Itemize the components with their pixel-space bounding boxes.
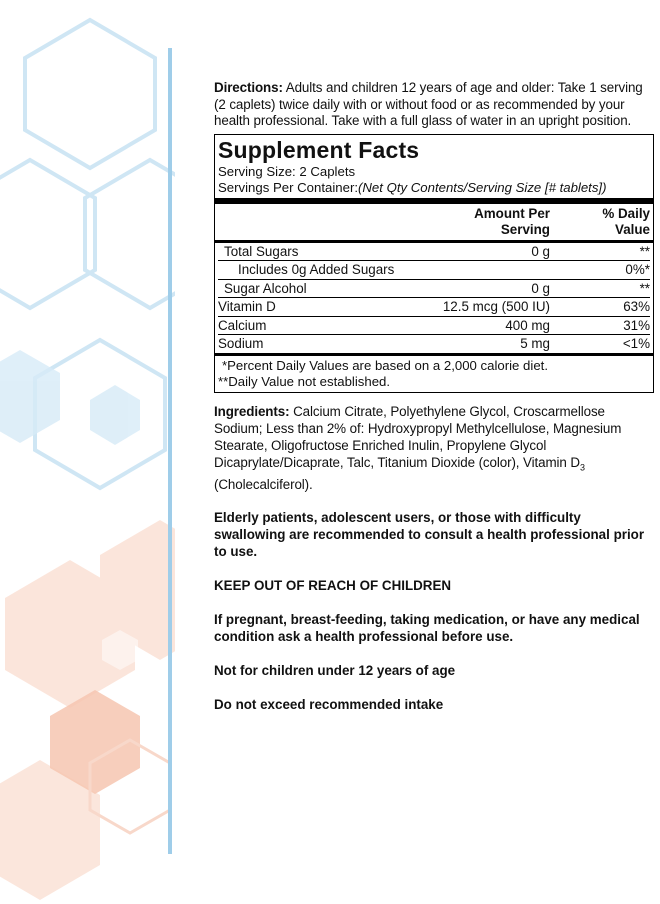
- nutrient-dv: 31%: [623, 317, 650, 333]
- facts-footnotes: [218, 356, 650, 391]
- dv-header-line2: Value: [615, 221, 650, 237]
- footnote-daily-values: *Percent Daily Values are based on a 2,000 calorie diet.: [222, 357, 548, 373]
- nutrient-name: Vitamin D: [218, 299, 276, 314]
- nutrient-name: Calcium: [218, 317, 267, 333]
- amount-per-serving-header: [415, 206, 550, 238]
- amount-header-line2: Serving: [500, 221, 550, 237]
- table-row: [218, 280, 650, 299]
- ingredients-paragraph: [214, 403, 654, 494]
- directions-paragraph: [214, 80, 654, 130]
- pregnancy-warning: If pregnant, breast-feeding, taking medication, or have any medical condition ask a health professional before use.: [214, 612, 640, 645]
- nutrient-dv: <1%: [622, 336, 650, 351]
- serving-size: Serving Size: 2 Caplets: [218, 163, 356, 179]
- nutrient-name: Sugar Alcohol: [224, 280, 307, 296]
- ingredients-text: Calcium Citrate, Polyethylene Glycol, Croscarmellose Sodium; Less than 2% of: Hydroxypropyl Methylcellulose, Magnesium Stearate, Oligofructose Enriched Inulin, Propylene Glycol Dicaprylate/Dicaprate, Talc, Titanium Dioxide (color), Vitamin D: [214, 403, 622, 470]
- servings-value: (Net Qty Contents/Serving Size [# tablets]): [358, 179, 607, 195]
- footnote-not-established: **Daily Value not established.: [218, 373, 391, 389]
- supplement-facts-title: Supplement Facts: [218, 136, 420, 163]
- ingredients-text-end: (Cholecalciferol).: [214, 477, 313, 493]
- nutrient-dv: 0%*: [625, 262, 650, 277]
- ingredients-subscript: 3: [579, 462, 585, 473]
- directions-text: Adults and children 12 years of age and older: Take 1 serving (2 caplets) twice daily with or without food or as recommended by your health professional. Take with a full glass of water in an upright position.: [214, 80, 643, 128]
- do-not-exceed-warning: Do not exceed recommended intake: [214, 697, 444, 713]
- supplement-facts-panel: [214, 134, 654, 393]
- dv-header-line1: % Daily: [602, 205, 650, 221]
- directions-label: Directions:: [214, 80, 283, 95]
- keep-out-warning: KEEP OUT OF REACH OF CHILDREN: [214, 578, 452, 594]
- table-row: [218, 317, 650, 336]
- nutrient-amount: 400 mg: [505, 317, 550, 333]
- table-row: [218, 298, 650, 317]
- nutrient-amount: [415, 261, 550, 279]
- not-for-children-warning: Not for children under 12 years of age: [214, 663, 456, 679]
- nutrient-amount: 5 mg: [520, 336, 550, 351]
- ingredients-label: Ingredients:: [214, 403, 290, 419]
- nutrient-dv: **: [639, 280, 650, 296]
- nutrient-amount: 0 g: [531, 280, 550, 296]
- nutrient-amount: 0 g: [531, 243, 550, 259]
- facts-header-row: [218, 204, 650, 240]
- table-row: [218, 243, 650, 262]
- vertical-divider-line: [168, 48, 172, 854]
- daily-value-header: [550, 206, 650, 238]
- servings-label: Servings Per Container:: [218, 179, 359, 195]
- amount-header-line1: Amount Per: [474, 205, 550, 221]
- nutrient-name: Total Sugars: [224, 243, 299, 259]
- nutrient-name: Includes 0g Added Sugars: [238, 262, 395, 277]
- nutrient-dv: **: [639, 243, 650, 259]
- nutrient-dv: 63%: [623, 299, 650, 314]
- table-row: [218, 261, 650, 280]
- nutrient-amount: 12.5 mcg (500 IU): [442, 299, 550, 314]
- nutrient-name: Sodium: [218, 336, 264, 351]
- table-row: [215, 335, 653, 356]
- servings-per-container: [218, 180, 650, 196]
- hexagon-background-decoration: [0, 0, 175, 904]
- label-content: [214, 80, 654, 713]
- elderly-warning: Elderly patients, adolescent users, or those with difficulty swallowing are recommended to consult a health professional prior to use.: [214, 510, 645, 560]
